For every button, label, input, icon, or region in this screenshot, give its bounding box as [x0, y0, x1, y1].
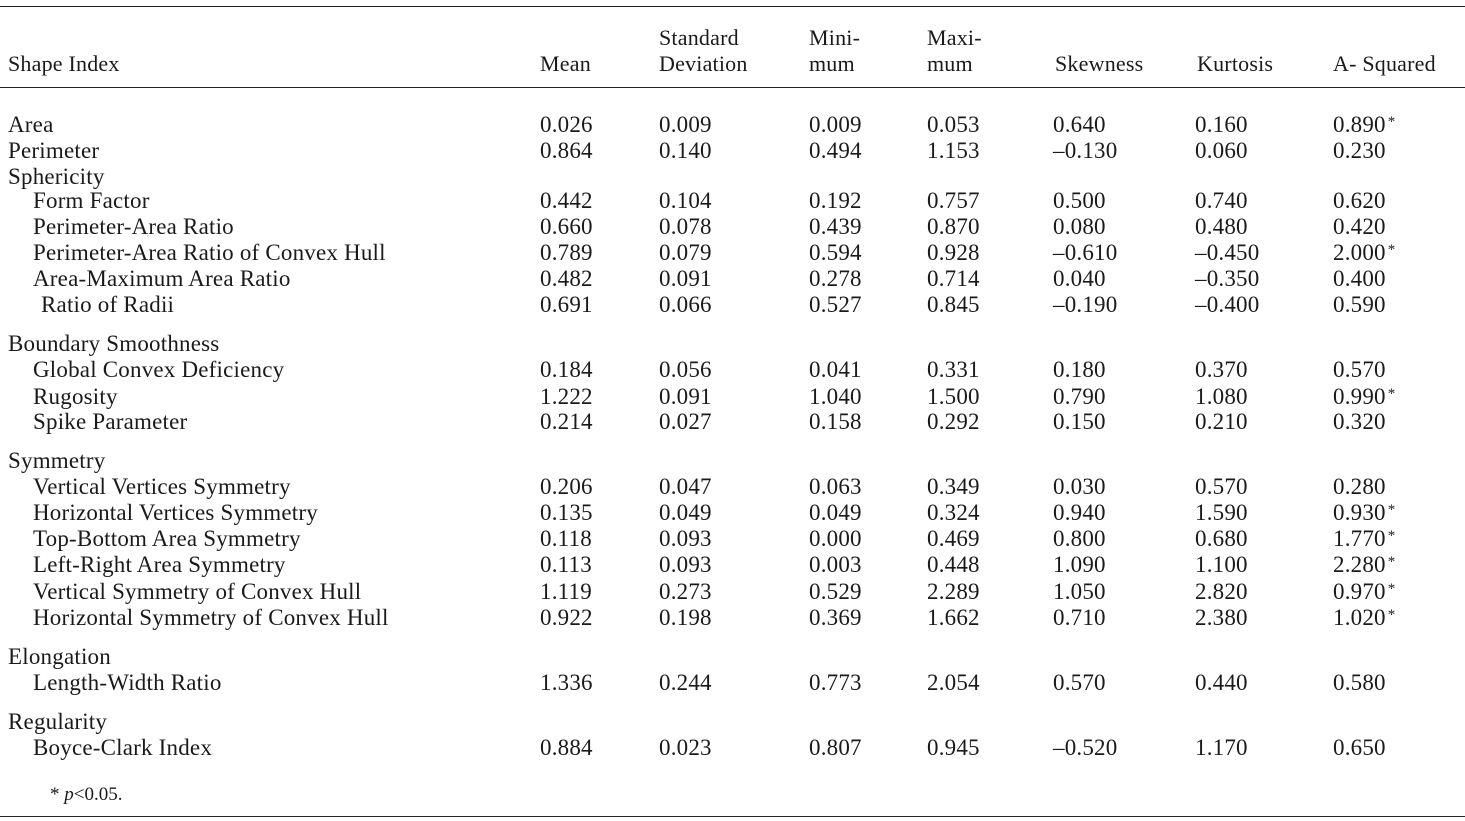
table-cell: 1.153 — [927, 138, 980, 163]
section-title: Symmetry — [8, 448, 106, 473]
table-cell: 0.400 — [1333, 266, 1386, 291]
table-cell: 0.009 — [809, 112, 862, 137]
row-label: Perimeter-Area Ratio — [33, 214, 234, 239]
footnote-text: <0.05. — [73, 784, 123, 805]
table-cell: 0.710 — [1053, 605, 1106, 630]
column-header: Skewness — [1055, 51, 1144, 76]
table-cell: –0.520 — [1053, 735, 1118, 760]
table-cell: 0.884 — [540, 735, 593, 760]
table-cell: –0.130 — [1053, 138, 1118, 163]
table-cell: 0.320 — [1333, 409, 1386, 434]
table-cell: 1.020 * — [1333, 605, 1396, 630]
table-cell: 0.214 — [540, 409, 593, 434]
significance-star: * — [1387, 114, 1396, 130]
table-cell: 0.026 — [540, 112, 593, 137]
table-cell: 0.757 — [927, 188, 980, 213]
table-cell: 0.594 — [809, 240, 862, 265]
table-cell: 0.494 — [809, 138, 862, 163]
table-cell: 0.150 — [1053, 409, 1106, 434]
table-cell: 0.206 — [540, 474, 593, 499]
table-cell: 0.790 — [1053, 384, 1106, 409]
row-label: Spike Parameter — [33, 409, 188, 434]
table-cell: 0.091 — [659, 266, 712, 291]
row-label: Perimeter — [8, 138, 100, 163]
bottom-rule — [0, 816, 1465, 817]
table-cell: 0.192 — [809, 188, 862, 213]
table-cell: 0.063 — [809, 474, 862, 499]
significance-star: * — [1387, 607, 1396, 623]
table-cell: 0.740 — [1195, 188, 1248, 213]
table-cell: 2.289 — [927, 579, 980, 604]
table-cell: 0.845 — [927, 292, 980, 317]
table-cell: 0.369 — [809, 605, 862, 630]
table-cell: 0.280 — [1333, 474, 1386, 499]
table-cell: 0.620 — [1333, 188, 1386, 213]
table-cell: 0.091 — [659, 384, 712, 409]
significance-star: * — [1387, 242, 1396, 258]
table-cell: 1.662 — [927, 605, 980, 630]
table-cell: 0.930 * — [1333, 500, 1396, 525]
table-cell: 2.280 * — [1333, 552, 1396, 577]
table-cell: 1.080 — [1195, 384, 1248, 409]
table-cell: 0.078 — [659, 214, 712, 239]
table-cell: 0.970 * — [1333, 579, 1396, 604]
table-cell: 0.714 — [927, 266, 980, 291]
table-cell: 0.198 — [659, 605, 712, 630]
table-cell: 1.590 — [1195, 500, 1248, 525]
table-cell: –0.350 — [1195, 266, 1260, 291]
table-cell: 0.570 — [1333, 357, 1386, 382]
table-cell: 0.773 — [809, 670, 862, 695]
table-cell: 0.184 — [540, 357, 593, 382]
table-cell: 0.023 — [659, 735, 712, 760]
table-cell: 0.442 — [540, 188, 593, 213]
table-cell: –0.450 — [1195, 240, 1260, 265]
top-rule — [0, 6, 1465, 7]
table-cell: 0.113 — [540, 552, 592, 577]
column-header: mum — [927, 51, 973, 76]
table-cell: 0.041 — [809, 357, 862, 382]
column-header: Mini- — [809, 25, 861, 50]
table-cell: 2.000 * — [1333, 240, 1396, 265]
table-cell: 0.590 — [1333, 292, 1386, 317]
table-cell: 0.056 — [659, 357, 712, 382]
significance-star: * — [1387, 554, 1396, 570]
significance-star: * — [1387, 581, 1396, 597]
table-cell: 0.800 — [1053, 526, 1106, 551]
table-cell: 0.040 — [1053, 266, 1106, 291]
row-label: Horizontal Symmetry of Convex Hull — [33, 605, 389, 630]
column-header: Standard — [659, 25, 739, 50]
table-cell: 0.049 — [659, 500, 712, 525]
table-cell: 0.080 — [1053, 214, 1106, 239]
table-cell: 0.660 — [540, 214, 593, 239]
row-label: Vertical Vertices Symmetry — [33, 474, 291, 499]
table-cell: 0.244 — [659, 670, 712, 695]
table-cell: 0.527 — [809, 292, 862, 317]
row-label: Global Convex Deficiency — [33, 357, 285, 382]
table-cell: 0.890 * — [1333, 112, 1396, 137]
table-cell: 0.680 — [1195, 526, 1248, 551]
row-label: Vertical Symmetry of Convex Hull — [33, 579, 362, 604]
table-cell: 0.864 — [540, 138, 593, 163]
table-cell: 2.380 — [1195, 605, 1248, 630]
table-cell: 0.945 — [927, 735, 980, 760]
table-cell: 0.118 — [540, 526, 592, 551]
table-cell: 1.119 — [540, 579, 592, 604]
table-cell: 0.278 — [809, 266, 862, 291]
footnote — [50, 784, 122, 806]
table-cell: 1.040 — [809, 384, 862, 409]
table-cell: 1.050 — [1053, 579, 1106, 604]
table-cell: 0.420 — [1333, 214, 1386, 239]
table-cell: 0.990 * — [1333, 384, 1396, 409]
table-cell: 0.049 — [809, 500, 862, 525]
table-cell: 0.027 — [659, 409, 712, 434]
table-cell: 0.439 — [809, 214, 862, 239]
row-label: Ratio of Radii — [41, 292, 175, 317]
table-cell: 1.222 — [540, 384, 593, 409]
significance-star: * — [1387, 528, 1396, 544]
table-cell: 0.870 — [927, 214, 980, 239]
row-label: Area-Maximum Area Ratio — [33, 266, 291, 291]
table-cell: 0.500 — [1053, 188, 1106, 213]
table-cell: 1.770 * — [1333, 526, 1396, 551]
significance-star: * — [1387, 502, 1396, 518]
row-label: Left-Right Area Symmetry — [33, 552, 286, 577]
table-cell: 0.210 — [1195, 409, 1248, 434]
table-cell: 0.469 — [927, 526, 980, 551]
table-cell: 0.640 — [1053, 112, 1106, 137]
table-cell: 0.448 — [927, 552, 980, 577]
table-cell: 0.000 — [809, 526, 862, 551]
table-cell: 0.230 — [1333, 138, 1386, 163]
table-cell: 0.030 — [1053, 474, 1106, 499]
table-cell: 0.003 — [809, 552, 862, 577]
section-title: Boundary Smoothness — [8, 331, 220, 356]
table-cell: 0.349 — [927, 474, 980, 499]
table-cell: 0.570 — [1053, 670, 1106, 695]
table-cell: 0.789 — [540, 240, 593, 265]
table-cell: 0.093 — [659, 526, 712, 551]
table-cell: 0.922 — [540, 605, 593, 630]
row-label: Horizontal Vertices Symmetry — [33, 500, 318, 525]
table-cell: 0.079 — [659, 240, 712, 265]
table-cell: 0.009 — [659, 112, 712, 137]
table-cell: 0.482 — [540, 266, 593, 291]
table-cell: 1.100 — [1195, 552, 1248, 577]
section-title: Elongation — [8, 644, 111, 669]
table-cell: 0.160 — [1195, 112, 1248, 137]
table-cell: 1.090 — [1053, 552, 1106, 577]
table-cell: 0.104 — [659, 188, 712, 213]
table-cell: 0.691 — [540, 292, 593, 317]
column-header: mum — [809, 51, 855, 76]
table-cell: 1.336 — [540, 670, 593, 695]
table-cell: –0.400 — [1195, 292, 1260, 317]
table-cell: 0.324 — [927, 500, 980, 525]
table-cell: 0.331 — [927, 357, 980, 382]
table-cell: 0.807 — [809, 735, 862, 760]
table-cell: 0.093 — [659, 552, 712, 577]
section-title: Regularity — [8, 709, 108, 734]
table-cell: 0.053 — [927, 112, 980, 137]
footnote-star: * — [50, 784, 60, 805]
row-label: Form Factor — [33, 188, 150, 213]
table-cell: 2.054 — [927, 670, 980, 695]
table-cell: 0.292 — [927, 409, 980, 434]
row-label: Perimeter-Area Ratio of Convex Hull — [33, 240, 386, 265]
column-header: Kurtosis — [1197, 51, 1274, 76]
table-cell: 0.158 — [809, 409, 862, 434]
column-header: A- Squared — [1333, 51, 1436, 76]
table-cell: 0.570 — [1195, 474, 1248, 499]
significance-star: * — [1387, 386, 1396, 402]
table-cell: 0.940 — [1053, 500, 1106, 525]
table-cell: 0.529 — [809, 579, 862, 604]
section-title: Sphericity — [8, 164, 105, 189]
row-label: Length-Width Ratio — [33, 670, 222, 695]
column-header: Maxi- — [927, 25, 982, 50]
table-cell: 0.140 — [659, 138, 712, 163]
table-cell: 1.170 — [1195, 735, 1248, 760]
table-cell: 0.480 — [1195, 214, 1248, 239]
table-cell: 0.928 — [927, 240, 980, 265]
table-cell: 0.135 — [540, 500, 593, 525]
table-cell: 1.500 — [927, 384, 980, 409]
table-cell: 0.580 — [1333, 670, 1386, 695]
row-label: Top-Bottom Area Symmetry — [33, 526, 301, 551]
table-cell: 2.820 — [1195, 579, 1248, 604]
row-label: Area — [8, 112, 54, 137]
table-cell: 0.370 — [1195, 357, 1248, 382]
table-cell: 0.066 — [659, 292, 712, 317]
column-header: Deviation — [659, 51, 748, 76]
table-cell: 0.440 — [1195, 670, 1248, 695]
header-rule — [0, 87, 1465, 88]
column-header: Shape Index — [8, 51, 120, 76]
column-header: Mean — [540, 51, 591, 76]
table-cell: 0.047 — [659, 474, 712, 499]
row-label: Rugosity — [33, 384, 118, 409]
table-cell: 0.180 — [1053, 357, 1106, 382]
table-cell: 0.650 — [1333, 735, 1386, 760]
table-cell: –0.610 — [1053, 240, 1118, 265]
table-cell: –0.190 — [1053, 292, 1118, 317]
footnote-p: p — [64, 784, 74, 805]
table-cell: 0.273 — [659, 579, 712, 604]
row-label: Boyce-Clark Index — [33, 735, 213, 760]
table-cell: 0.060 — [1195, 138, 1248, 163]
